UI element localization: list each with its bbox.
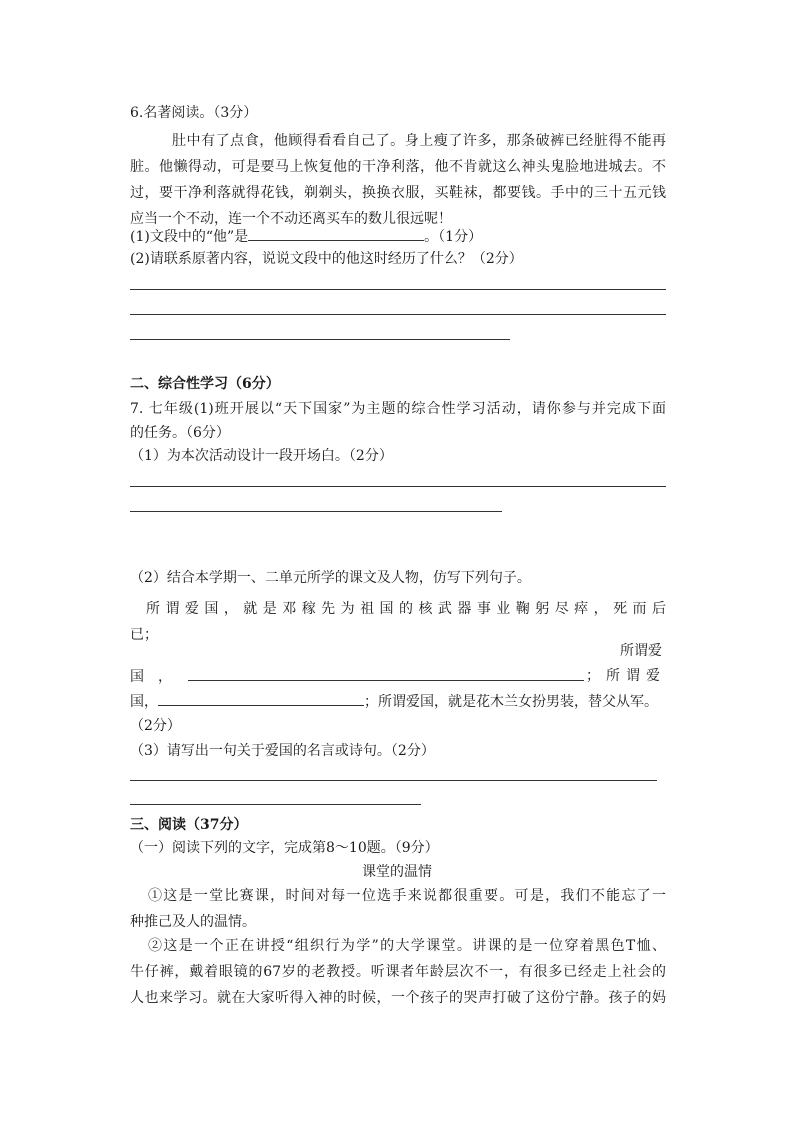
paragraph-line: 人也来学习。就在大家听得入神的时候，一个孩子的哭声打破了这份宁静。孩子的妈	[130, 990, 666, 1006]
passage-line: 脏。他懒得动，可是要马上恢复他的干净利落，他不肯就这么神头鬼脸地进城去。不	[130, 159, 666, 175]
answer-line[interactable]	[130, 486, 666, 487]
story-paragraph-2	[130, 933, 666, 1011]
passage-line: 过，要干净利落就得花钱，剃剃头，换换衣服，买鞋袜，都要钱。手中的三十五元钱	[130, 185, 666, 201]
answer-line[interactable]	[130, 339, 510, 340]
answer-line[interactable]	[130, 804, 421, 805]
paragraph-line: ①这是一堂比赛课，时间对每一位选手来说都很重要。可是，我们不能忘了一	[148, 888, 666, 904]
q7-sub2: （2）结合本学期一、二单元所学的课文及人物，仿写下列句子。	[130, 570, 531, 586]
example-line: 已；	[130, 627, 158, 643]
paragraph-line: 牛仔裤，戴着眼镜的67岁的老教授。听课者年龄层次不一，有很多已经走上社会的	[130, 964, 666, 980]
q7-sub1: （1）为本次活动设计一段开场白。（2分）	[130, 448, 393, 464]
q6-sub1-prefix: (1)文段中的“他”是	[130, 229, 249, 245]
section-heading: 二、综合性学习（6分）	[130, 376, 280, 392]
right-label: 所谓爱	[620, 643, 662, 659]
paragraph-line: ②这是一个正在讲授“组织行为学”的大学课堂。讲课的是一位穿着黑色T恤、	[148, 938, 666, 954]
answer-line[interactable]	[130, 314, 666, 315]
section-heading: 三、阅读（37分）	[130, 817, 248, 833]
answer-line[interactable]	[130, 780, 657, 781]
story-paragraph-1	[130, 883, 666, 935]
example-line: 所谓爱国，就是邓稼先为祖国的核武器事业鞠躬尽瘁，死而后	[146, 601, 666, 617]
fill-line-2	[130, 691, 658, 712]
passage-line: 肚中有了点食，他顾得看看自己了。身上瘦了许多，那条破裤已经脏得不能再	[172, 133, 666, 149]
answer-line[interactable]	[130, 289, 666, 290]
fill2-suffix: ；所谓爱国，就是花木兰女扮男装，替父从军。	[364, 694, 658, 710]
answer-blank[interactable]	[248, 226, 424, 241]
passage-line: 应当一个不动，连一个不动还离买车的数儿很远呢！	[130, 211, 452, 227]
q6-passage	[130, 128, 666, 232]
example-sentence	[130, 596, 666, 648]
fill1-suffix: ；所谓爱	[586, 668, 666, 684]
answer-line[interactable]	[130, 511, 502, 512]
paragraph-line: 种推己及人的温情。	[130, 914, 256, 930]
answer-blank[interactable]	[158, 691, 364, 706]
q6-sub1-suffix: 。（1分）	[424, 229, 483, 245]
q7-sub3: （3）请写出一句关于爱国的名言或诗句。（2分）	[130, 743, 435, 759]
points-label: （2分）	[130, 718, 181, 734]
reading-part-1: （一）阅读下列的文字，完成第8～10题。（9分）	[130, 840, 439, 856]
q7-stem	[130, 397, 666, 445]
fill2-prefix: 国，	[130, 694, 158, 710]
q6-title: 6.名著阅读。（3分）	[130, 105, 258, 121]
answer-blank[interactable]	[188, 666, 584, 681]
q7-line: 7. 七年级(1)班开展以“天下国家”为主题的综合性学习活动，请你参与并完成下面	[130, 401, 666, 417]
story-title: 课堂的温情	[362, 864, 432, 880]
fill-line-1	[130, 666, 666, 687]
fill1-prefix: 国，	[130, 669, 186, 685]
q6-sub2: (2)请联系原著内容，说说文段中的他这时经历了什么？（2分）	[130, 251, 523, 267]
q6-sub1	[130, 226, 482, 247]
q7-line: 的任务。（6分）	[130, 425, 230, 441]
